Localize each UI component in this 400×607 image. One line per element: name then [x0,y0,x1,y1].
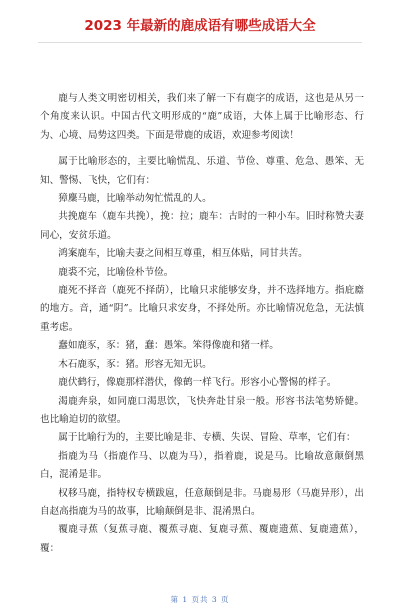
paragraph: 权移马鹿，指特权专横跋扈，任意颠倒是非。马鹿易形（马鹿异形），出自赵高指鹿为马的故事，比喻颠倒是非、混淆黑白。 [40,487,364,517]
paragraph: 渴鹿奔泉，如同鹿口渴思饮，飞快奔赴甘泉一般。形容书法笔势矫健。也比喻迫切的欲望。 [40,395,364,425]
document-title: 2023 年最新的鹿成语有哪些成语大全 [84,18,316,34]
paragraph: 鹿伏鹤行，像鹿那样潜伏，像鹤一样飞行。形容小心警惕的样子。 [58,377,337,389]
paragraph: 木石鹿豕，豕：猪。形容无知无识。 [58,358,212,370]
paragraph: 鹿裘不完，比喻俭朴节俭。 [58,266,174,278]
paragraph: 覆鹿寻蕉（复蕉寻鹿、覆蕉寻鹿、复鹿寻蕉、覆鹿遗蕉、复鹿遗蕉），覆： [40,524,364,554]
paragraph: 指鹿为马（指鹿作马、以鹿为马），指着鹿，说是马。比喻故意颠倒黑白，混淆是非。 [40,450,364,481]
paragraph: 属于比喻行为的，主要比喻是非、专横、失误、冒险、草率，它们有： [58,432,356,444]
page-footer: 第 1 页共 3 页 [170,595,230,604]
paragraph: 蠢如鹿豕，豕：猪，蠢：愚笨。笨得像鹿和猪一样。 [58,340,279,352]
paragraph: 鹿死不择音（鹿死不择荫），比喻只求能够安身，并不选择地方。指庇廕的地方。音，通“阴”。比喻只求安身，不择处所。亦比喻情况危急，无法慎重考虑。 [40,285,364,333]
paragraph: 鸿案鹿车，比喻夫妻之间相互尊重，相互体贴，同甘共苦。 [58,248,308,260]
paragraph: 共挽鹿车（鹿车共挽），挽：拉；鹿车：古时的一种小车。旧时称赞夫妻同心，安贫乐道。 [40,211,364,241]
paragraph: 鹿与人类文明密切相关，我们来了解一下有鹿字的成语，这也是从另一个角度来认识。中国古代文明形成的“鹿”成语，大体上属于比喻形态、行为、心境、局势这四类。下面是带鹿的成语，欢迎参考阅读！ [40,93,364,141]
paragraph: 獐麇马鹿，比喻举动匆忙慌乱的人。 [58,193,212,205]
paragraph: 属于比喻形态的，主要比喻慌乱、乐道、节俭、尊重、危急、愚笨、无知、警惕、飞快，它们有： [40,156,364,186]
document-body [40,90,364,558]
title-divider [38,42,362,43]
